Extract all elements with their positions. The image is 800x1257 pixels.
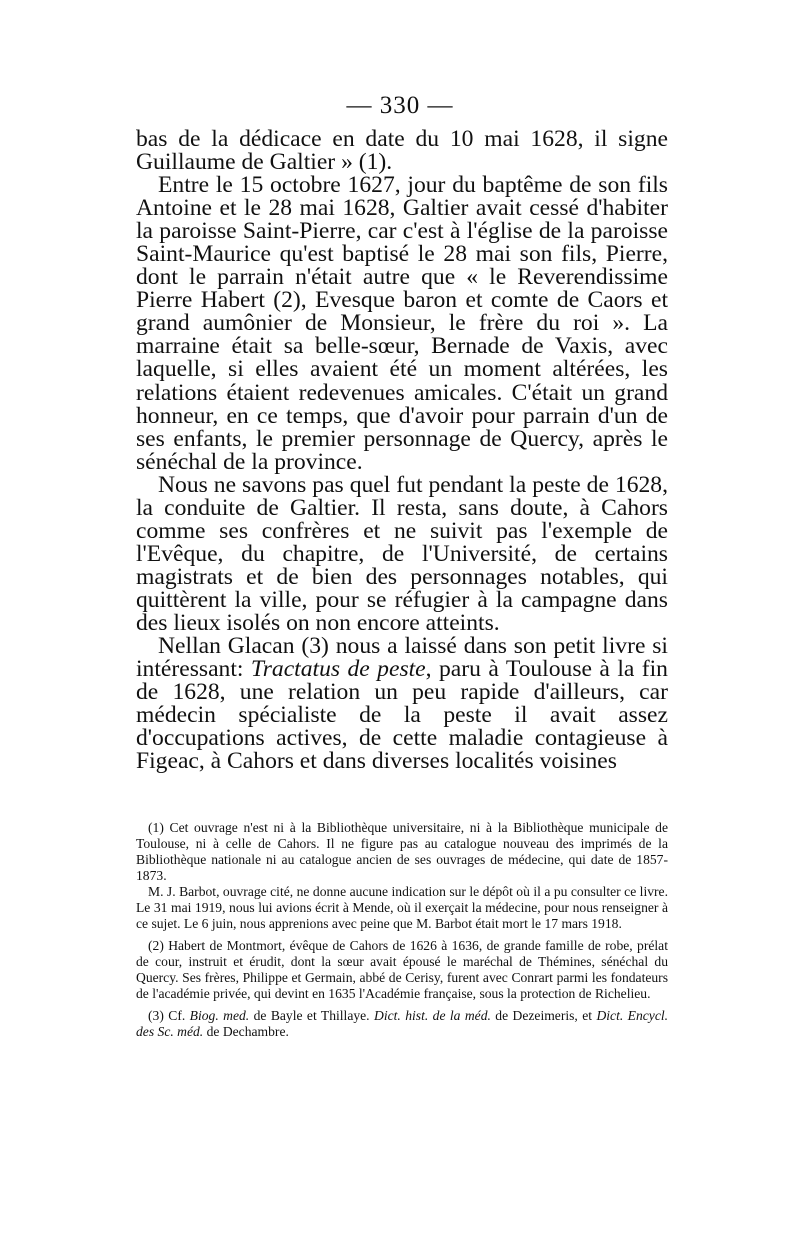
footnote-1-continued: M. J. Barbot, ouvrage cité, ne donne aucune indication sur le dépôt où il a pu consulter ce livre. Le 31 mai 1919, nous lui avions écrit à Mende, où il exerçait la médecine, pour nous renseigner à ce sujet. Le 6 juin, nous apprenions avec peine que M. Barbot était mort le 17 mars 1918. — [136, 884, 668, 931]
paragraph-tractatus — [136, 635, 668, 773]
paragraph-baptism: Entre le 15 octobre 1627, jour du baptême de son fils Antoine et le 28 mai 1628, Galtier avait cessé d'habiter la paroisse Saint-Pierre, car c'est à l'église de la paroisse Saint-Maurice qu'est baptisé le 28 mai son fils, Pierre, dont le parrain n'était autre que « le Reverendissime Pierre Habert (2), Evesque baron et comte de Caors et grand aumônier de Monsieur, le frère du roi ». La marraine était sa belle-sœur, Bernade de Vaxis, avec laquelle, si elles avaient été un moment altérées, les relations étaient redevenues amicales. C'était un grand honneur, en ce temps, que d'avoir pour parrain d'un de ses enfants, le premier personnage de Quercy, après le sénéchal de la province. — [136, 172, 668, 475]
footnote-2: (2) Habert de Montmort, évêque de Cahors de 1626 à 1636, de grande famille de robe, prélat de cour, instruit et érudit, dont la sœur avait épousé le maréchal de Thémines, sénéchal du Quercy. Ses frères, Philippe et Germain, abbé de Cerisy, furent avec Conrart parmi les fondateurs de l'académie privée, qui devint en 1635 l'Académie française, sous la protection de Richelieu. — [136, 938, 668, 1001]
footnote-3-part-c: de Bayle et Thillaye. — [249, 1008, 374, 1023]
tractatus-text-before: Nellan Glacan (3) nous a laissé dans son petit livre si intéressant: — [136, 633, 668, 683]
footnote-3-part-g: de Dechambre. — [203, 1024, 289, 1039]
footnote-3-biog: Biog. med. — [189, 1008, 250, 1023]
tractatus-text-after: , paru à Toulouse à la fin de 1628, une relation un peu rapide d'ailleurs, car médecin spécialiste de la peste il avait assez d'occupations actives, de cette maladie contagieuse à Figeac, à Cahors et dans diverses localités voisines — [136, 656, 668, 775]
paragraph-continuation: bas de la dédicace en date du 10 mai 1628, il signe Guillaume de Galtier » (1). — [136, 126, 668, 176]
footnotes — [136, 820, 668, 1040]
main-text — [136, 128, 668, 773]
paragraph-plague: Nous ne savons pas quel fut pendant la peste de 1628, la conduite de Galtier. Il resta, sans doute, à Cahors comme ses confrères et ne suivit pas l'exemple de l'Evêque, du chapitre, de l'Université, de certains magistrats et de bien des personnages notables, qui quittèrent la ville, pour se réfugier à la campagne dans des lieux isolés on non encore atteints. — [136, 471, 668, 636]
book-title-tractatus: Tractatus de peste — [250, 656, 426, 683]
footnote-3 — [136, 1008, 668, 1040]
footnote-3-part-a: (3) Cf. — [148, 1008, 190, 1023]
page-number: — 330 — — [346, 92, 454, 119]
footnote-3-part-e: de Dezeimeris, et — [490, 1008, 597, 1023]
footnote-3-dict-encycl: Dict. Encycl. des Sc. méd. — [136, 1008, 669, 1039]
footnote-3-dict-hist: Dict. hist. de la méd. — [374, 1008, 491, 1023]
footnote-1: (1) Cet ouvrage n'est ni à la Bibliothèque universitaire, ni à la Bibliothèque municipale de Toulouse, ni à celle de Cahors. Il ne figure pas au catalogue nouveau des imprimés de la Bibliothèque nationale ni au catalogue ancien de ses ouvrages de médecine, qui date de 1857-1873. — [136, 820, 668, 883]
